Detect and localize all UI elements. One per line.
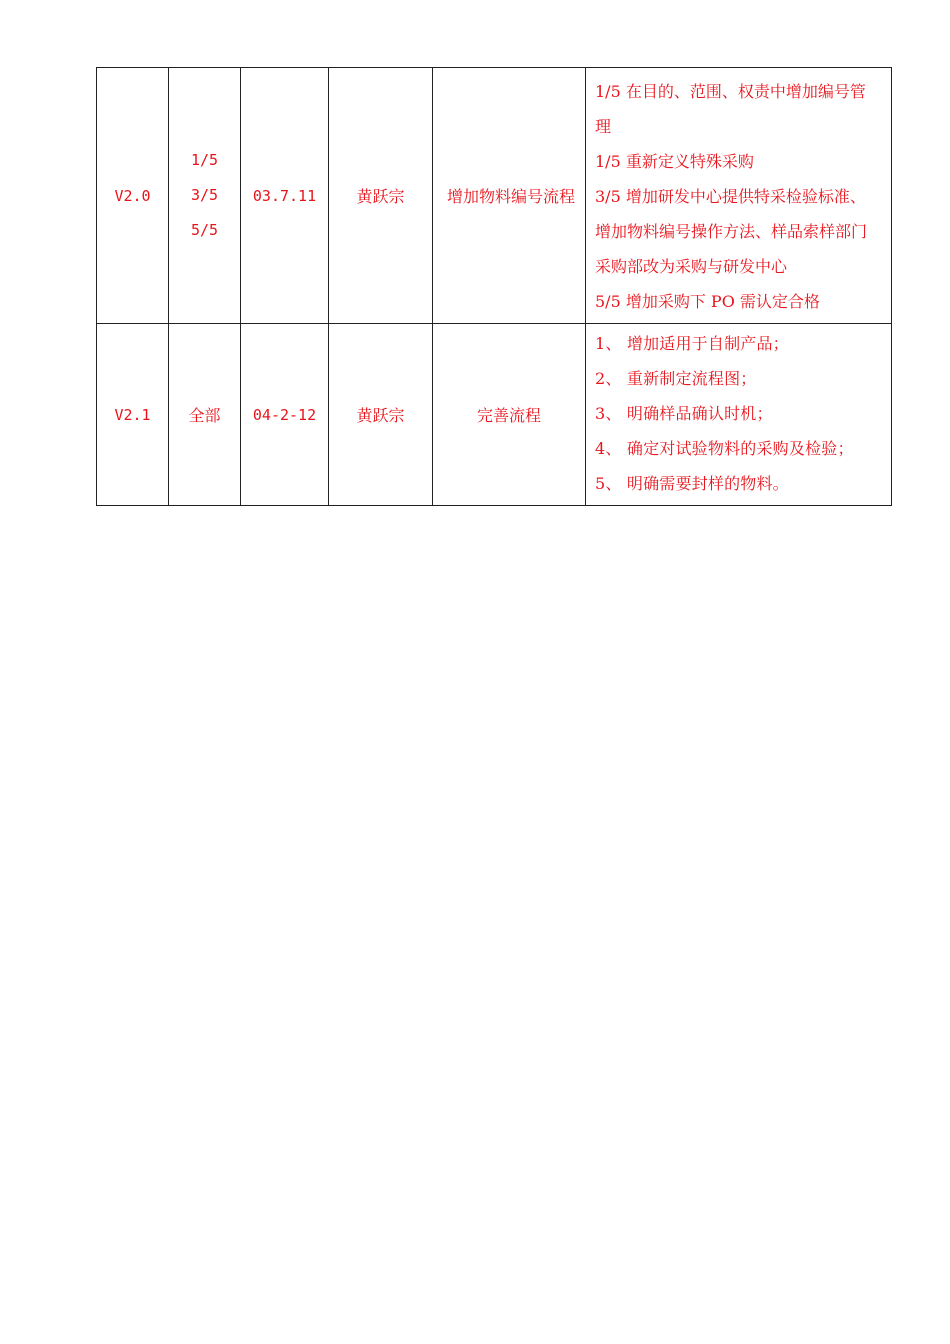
version-text: V2.0 <box>114 186 151 205</box>
date-cell <box>241 68 329 324</box>
detail-line: 3、 明确样品确认时机； <box>595 404 773 423</box>
page-ref: 5/5 <box>190 221 219 239</box>
pages-cell <box>169 324 241 506</box>
detail-line: 3/5 增加研发中心提供特采检验标准、 <box>595 187 866 206</box>
revision-history-table <box>96 67 892 506</box>
author-cell <box>329 68 433 324</box>
version-cell <box>97 68 169 324</box>
detail-line: 采购部改为采购与研发中心 <box>595 257 788 276</box>
detail-line: 1/5 在目的、范围、权责中增加编号管 <box>595 82 866 101</box>
detail-line: 5、 明确需要封样的物料。 <box>595 474 789 493</box>
author-text: 黄跃宗 <box>356 406 405 425</box>
date-text: 04-2-12 <box>252 405 317 424</box>
summary-text: 完善流程 <box>476 406 541 425</box>
author-text: 黄跃宗 <box>356 187 405 206</box>
detail-line: 4、 确定对试验物料的采购及检验； <box>595 439 854 458</box>
detail-line: 5/5 增加采购下 PO 需认定合格 <box>595 292 820 311</box>
summary-text: 增加物料编号流程 <box>447 187 576 206</box>
detail-line: 1、 增加适用于自制产品； <box>595 334 789 353</box>
date-cell <box>241 324 329 506</box>
date-text: 03.7.11 <box>252 186 317 205</box>
pages-cell <box>169 68 241 324</box>
author-cell <box>329 324 433 506</box>
detail-line: 增加物料编号操作方法、样品索样部门 <box>595 222 868 241</box>
details-cell <box>586 324 892 506</box>
table-row <box>97 68 892 324</box>
version-text: V2.1 <box>114 405 151 424</box>
detail-line: 1/5 重新定义特殊采购 <box>595 152 754 171</box>
version-cell <box>97 324 169 506</box>
page-ref: 3/5 <box>190 186 219 204</box>
summary-cell <box>433 68 586 324</box>
detail-line: 理 <box>595 117 612 136</box>
summary-cell <box>433 324 586 506</box>
detail-line: 2、 重新制定流程图； <box>595 369 757 388</box>
page-ref: 全部 <box>188 406 221 425</box>
page-ref: 1/5 <box>190 151 219 169</box>
table-row <box>97 324 892 506</box>
details-cell <box>586 68 892 324</box>
